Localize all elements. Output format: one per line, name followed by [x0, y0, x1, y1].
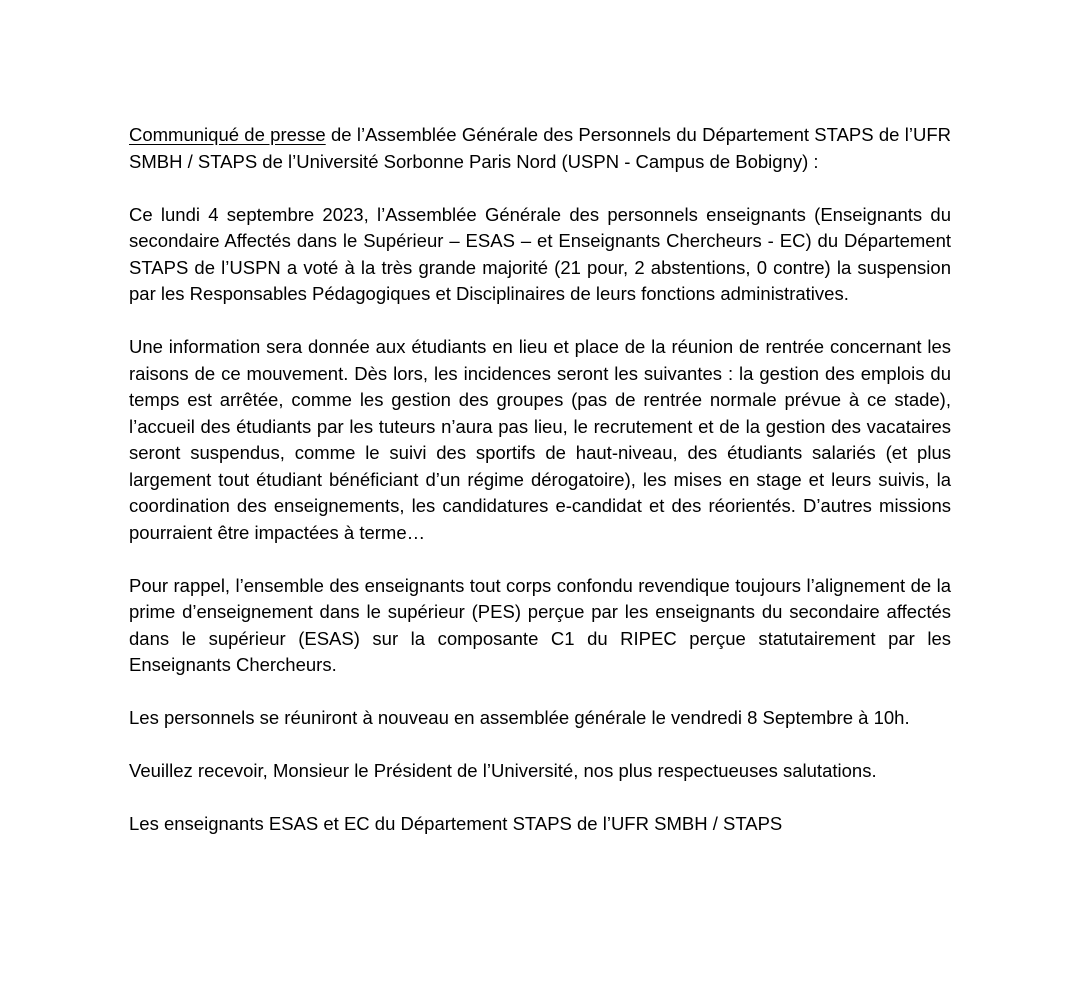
paragraph-consequences: Une information sera donnée aux étudiants en lieu et place de la réunion de rentrée concernant les raisons de ce mouvement. Dès lors, les incidences seront les suivantes : la gestion des emplois du temps est arrêtée, comme les gestion des groupes (pas de rentrée normale prévue à ce stade), l’accueil des étudiants par les tuteurs n’aura pas lieu, le recrutement et de la gestion des vacataires seront suspendus, comme le suivi des sportifs de haut-niveau, des étudiants salariés (et plus largement tout étudiant bénéficiant d’un régime dérogatoire), les mises en stage et leurs suivis, la coordination des enseignements, les candidatures e-candidat et des réorientés. D’autres missions pourraient être impactées à terme… — [129, 336, 951, 543]
press-release-document — [129, 122, 951, 864]
paragraph-reminder: Pour rappel, l’ensemble des enseignants tout corps confondu revendique toujours l’alignement de la prime d’enseignement dans le supérieur (PES) perçue par les enseignants du secondaire affectés dans le supérieur (ESAS) sur la composante C1 du RIPEC perçue statutairement par les Enseignants Chercheurs. — [129, 574, 951, 675]
press-release-title: Communiqué de presse — [129, 124, 326, 145]
heading-text: de l’Assemblée Générale des Personnels du Département STAPS de l’UFR SMBH / STAPS de l’Université Sorbonne Paris Nord (USPN - Campus de Bobigny) : — [129, 124, 951, 172]
paragraph-next-meeting: Les personnels se réuniront à nouveau en assemblée générale le vendredi 8 Septembre à 10h. — [129, 707, 910, 728]
paragraph-signature: Les enseignants ESAS et EC du Département STAPS de l’UFR SMBH / STAPS — [129, 813, 783, 834]
paragraph-salutation: Veuillez recevoir, Monsieur le Président de l’Université, nos plus respectueuses salutations. — [129, 760, 877, 781]
heading-paragraph — [129, 122, 951, 175]
paragraph-vote: Ce lundi 4 septembre 2023, l’Assemblée Générale des personnels enseignants (Enseignants du secondaire Affectés dans le Supérieur – ESAS – et Enseignants Chercheurs - EC) du Département STAPS de l’USPN a voté à la très grande majorité (21 pour, 2 abstentions, 0 contre) la suspension par les Responsables Pédagogiques et Disciplinaires de leurs fonctions administratives. — [129, 203, 951, 304]
